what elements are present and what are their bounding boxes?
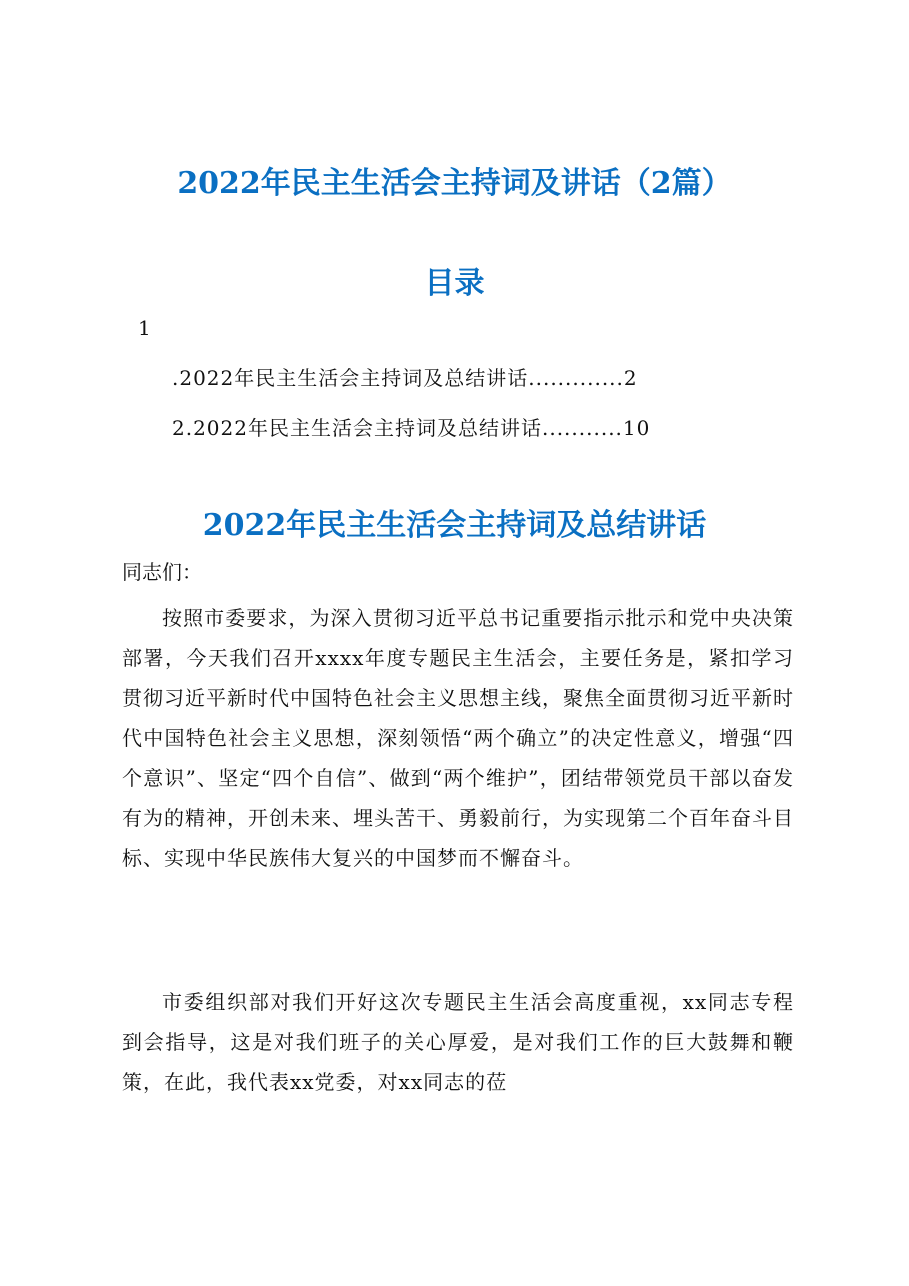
body-paragraph [122,598,794,878]
toc-number: 1 [138,316,151,340]
toc-entry[interactable]: 2.2022年民主生活会主持词及总结讲话...........10 [172,416,651,440]
document-title: 2022年民主生活会主持词及讲话（2篇） [177,166,732,201]
salutation: 同志们： [122,560,202,584]
toc-entry[interactable]: .2022年民主生活会主持词及总结讲话.............2 [172,366,638,390]
section-title: 2022年民主生活会主持词及总结讲话 [202,508,707,543]
paragraph-text: 按照市委要求，为深入贯彻习近平总书记重要指示批示和党中央决策部署，今天我们召开xxxx年度专题民主生活会，主要任务是，紧扣学习贯彻习近平新时代中国特色社会主义思想主线，聚焦全面贯彻习近平新时代中国特色社会主义思想，深刻领悟“两个确立”的决定性意义，增强“四个意识”、坚定“四个自信”、做到“两个维护”，团结带领党员干部以奋发有为的精神，开创未来、埋头苦干、勇毅前行，为实现第二个百年奋斗目标、实现中华民族伟大复兴的中国梦而不懈奋斗。 [122,606,794,870]
paragraph-text: 市委组织部对我们开好这次专题民主生活会高度重视，xx同志专程到会指导，这是对我们班子的关心厚爱，是对我们工作的巨大鼓舞和鞭策，在此，我代表xx党委，对xx同志的莅 [122,990,794,1094]
body-paragraph [122,982,794,1102]
toc-heading: 目录 [424,266,485,301]
